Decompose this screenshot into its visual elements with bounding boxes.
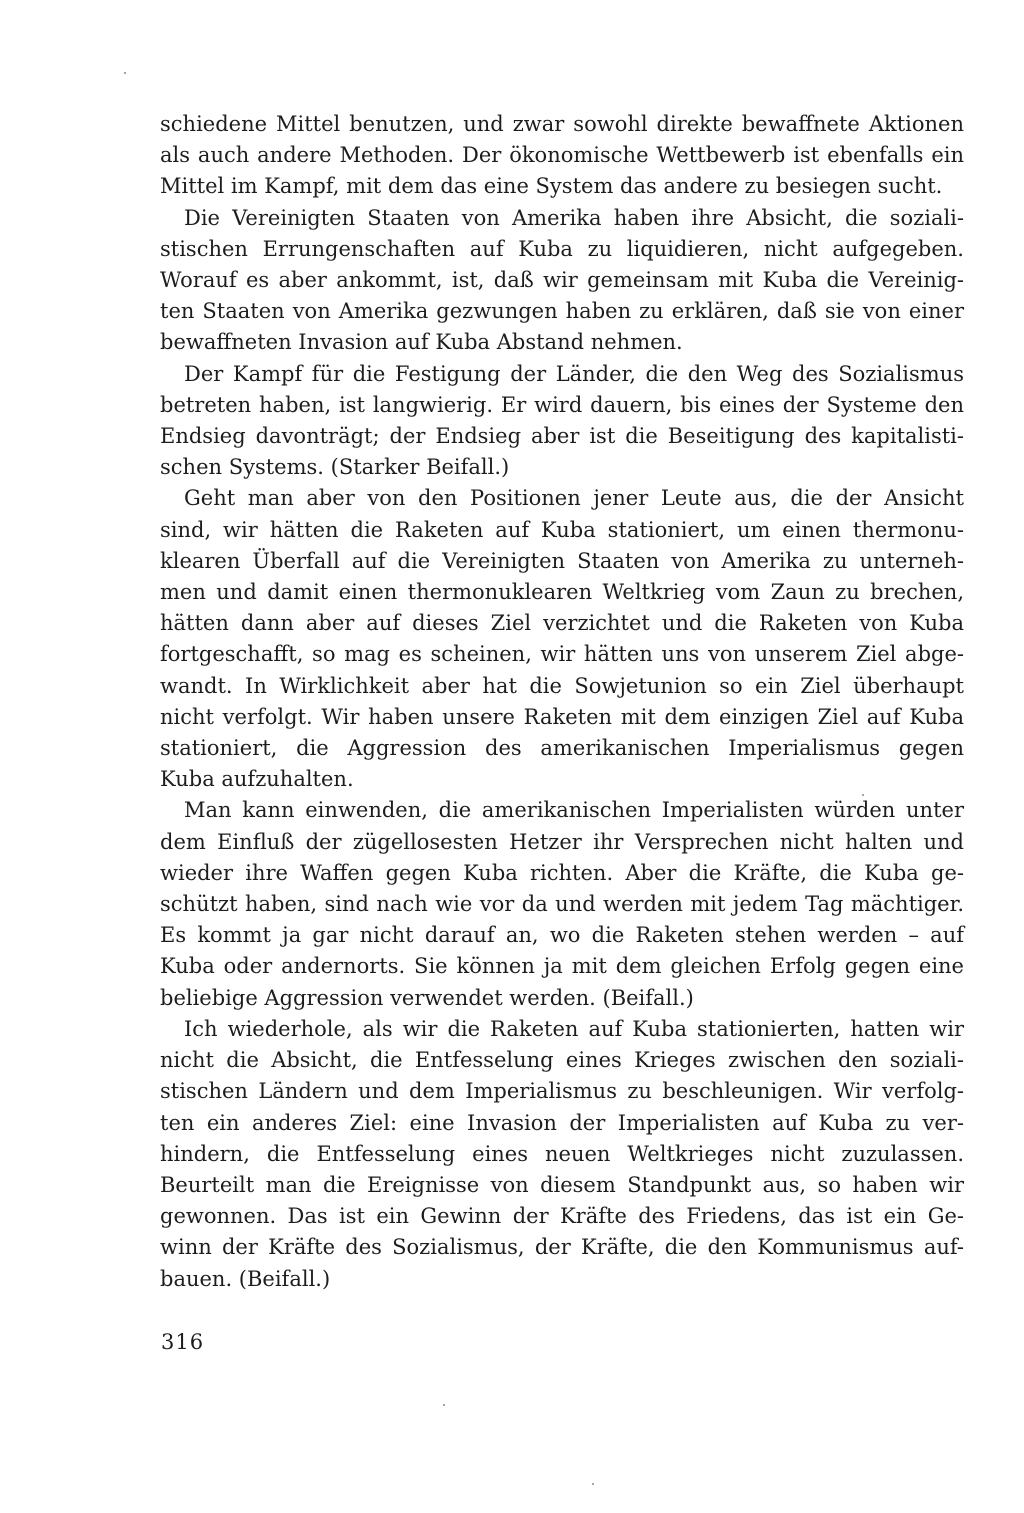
text-line: stischen Errungenschaften auf Kuba zu liquidieren, nicht aufgegeben.	[160, 236, 964, 261]
text-line: Kuba aufzuhalten.	[160, 767, 354, 792]
text-line: Worauf es aber ankommt, ist, daß wir gemeinsam mit Kuba die Vereinig-	[160, 268, 964, 293]
paragraph-6	[160, 1014, 964, 1295]
text-line: gewonnen. Das ist ein Gewinn der Kräfte des Friedens, das ist ein Ge-	[160, 1204, 964, 1229]
text-line: stischen Ländern und dem Imperialismus zu beschleunigen. Wir verfolg-	[160, 1079, 964, 1104]
text-line: Kuba oder andernorts. Sie können ja mit dem gleichen Erfolg gegen eine	[160, 954, 964, 979]
text-line: schen Systems. (Starker Beifall.)	[160, 455, 510, 480]
text-line: beliebige Aggression verwendet werden. (Beifall.)	[160, 985, 694, 1010]
scan-speck	[443, 1404, 445, 1406]
page-number: 316	[161, 1330, 205, 1354]
text-line: bewaffneten Invasion auf Kuba Abstand nehmen.	[160, 330, 683, 355]
text-line: sind, wir hätten die Raketen auf Kuba stationiert, um einen thermonu-	[160, 517, 964, 542]
text-line: Endsieg davonträgt; der Endsieg aber ist die Beseitigung des kapitalisti-	[160, 424, 964, 449]
text-line: wandt. In Wirklichkeit aber hat die Sowjetunion so ein Ziel überhaupt	[160, 673, 964, 698]
scan-speck	[862, 794, 864, 796]
text-line: winn der Kräfte des Sozialismus, der Kräfte, die den Kommunismus auf-	[160, 1235, 964, 1260]
text-line: nicht verfolgt. Wir haben unsere Raketen mit dem einzigen Ziel auf Kuba	[160, 704, 964, 729]
text-line: Mittel im Kampf, mit dem das eine System das andere zu besiegen sucht.	[160, 174, 943, 199]
text-line: als auch andere Methoden. Der ökonomische Wettbewerb ist ebenfalls ein	[160, 143, 964, 168]
text-line: Es kommt ja gar nicht darauf an, wo die Raketen stehen werden – auf	[160, 923, 964, 948]
text-line: Ich wiederhole, als wir die Raketen auf Kuba stationierten, hatten wir	[184, 1016, 964, 1041]
text-line: betreten haben, ist langwierig. Er wird dauern, bis eines der Systeme den	[160, 392, 964, 417]
text-line: nicht die Absicht, die Entfesselung eines Krieges zwischen den soziali-	[160, 1048, 964, 1073]
text-line: ten ein anderes Ziel: eine Invasion der Imperialisten auf Kuba zu ver-	[160, 1110, 964, 1135]
text-line: Man kann einwenden, die amerikanischen Imperialisten würden unter	[184, 798, 964, 823]
scan-speck	[592, 1483, 594, 1485]
paragraph-2	[160, 203, 964, 359]
paragraph-5	[160, 795, 964, 1013]
paragraph-3	[160, 359, 964, 484]
text-line: men und damit einen thermonuklearen Weltkrieg vom Zaun zu brechen,	[160, 580, 964, 605]
paragraph-4	[160, 483, 964, 795]
text-line: hindern, die Entfesselung eines neuen Weltkrieges nicht zuzulassen.	[160, 1141, 964, 1166]
paragraph-1	[160, 109, 964, 203]
text-line: fortgeschafft, so mag es scheinen, wir hätten uns von unserem Ziel abge-	[160, 642, 964, 667]
text-line: Der Kampf für die Festigung der Länder, die den Weg des Sozialismus	[184, 361, 964, 386]
text-line: hätten dann aber auf dieses Ziel verzichtet und die Raketen von Kuba	[160, 611, 964, 636]
text-line: bauen. (Beifall.)	[160, 1266, 331, 1291]
text-line: dem Einfluß der zügellosesten Hetzer ihr Versprechen nicht halten und	[160, 829, 964, 854]
text-line: wieder ihre Waffen gegen Kuba richten. Aber die Kräfte, die Kuba ge-	[160, 860, 964, 885]
text-line: schiedene Mittel benutzen, und zwar sowohl direkte bewaffnete Aktionen	[160, 112, 964, 136]
text-line: Beurteilt man die Ereignisse von diesem Standpunkt aus, so haben wir	[160, 1172, 964, 1197]
text-line: Geht man aber von den Positionen jener Leute aus, die der Ansicht	[184, 486, 964, 511]
text-line: ten Staaten von Amerika gezwungen haben zu erklären, daß sie von einer	[160, 299, 964, 324]
text-line: Die Vereinigten Staaten von Amerika haben ihre Absicht, die soziali-	[184, 205, 964, 230]
text-line: schützt haben, sind nach wie vor da und werden mit jedem Tag mächtiger.	[160, 892, 964, 917]
text-line: klearen Überfall auf die Vereinigten Staaten von Amerika zu unterneh-	[160, 548, 964, 573]
text-line: stationiert, die Aggression des amerikanischen Imperialismus gegen	[160, 736, 964, 761]
body-text	[160, 109, 964, 1295]
scan-speck	[124, 72, 126, 74]
